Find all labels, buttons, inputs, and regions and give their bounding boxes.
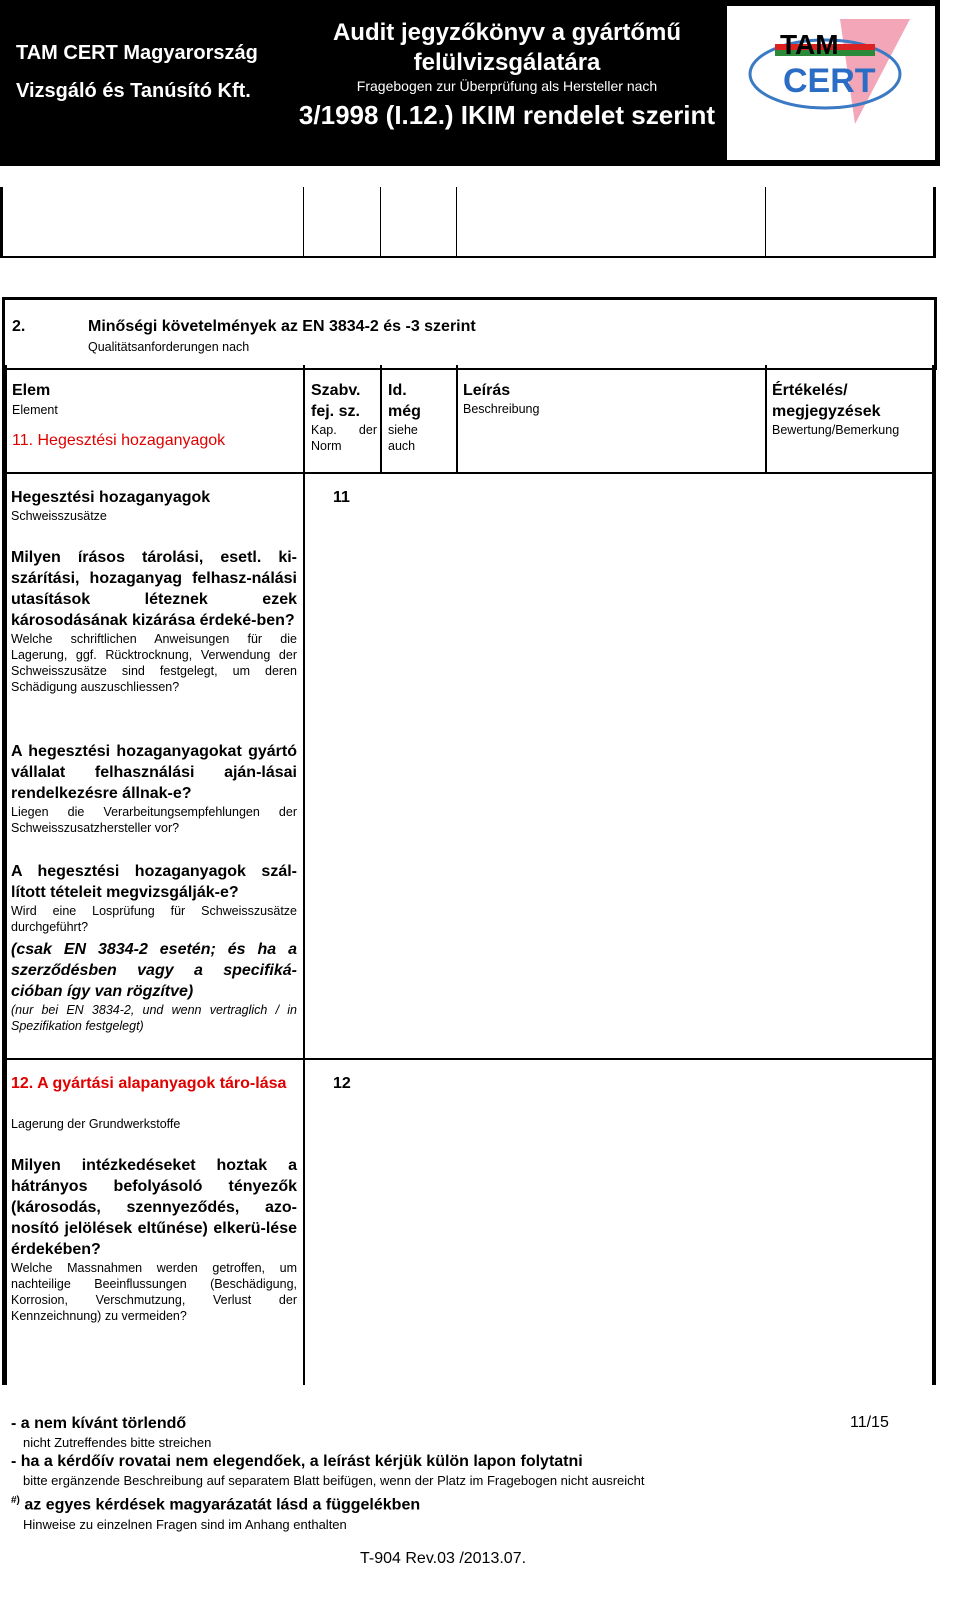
col-divider-leiras: [456, 365, 458, 473]
col-id-de-1: siehe: [388, 423, 418, 437]
col-divider-szabv: [303, 365, 305, 1385]
footer-note2-de: bitte ergänzende Beschreibung auf separatem Blatt beifügen, wenn der Platz im Fragebogen nicht ausreicht: [23, 1473, 645, 1488]
title-line1: Audit jegyzőkönyv a gyártőmű: [332, 19, 682, 46]
col-szabv-de-2: der: [358, 423, 377, 437]
footer-note3-row: [11, 1490, 911, 1516]
col-id-1: Id.: [388, 382, 407, 399]
logo-graphic: [745, 14, 920, 134]
footer-note1-de: nicht Zutreffendes bitte streichen: [23, 1435, 212, 1450]
question-3-note-hu: (csak EN 3834-2 esetén; és ha a szerződésben vagy a specifiká-cióban így van rögzítve): [11, 941, 297, 1000]
col-divider-id: [380, 365, 382, 473]
col-ertekeles-2: megjegyzések: [772, 403, 881, 420]
header-bottom-rule: [2, 472, 936, 474]
question-2: [11, 741, 297, 836]
company-line1: TAM CERT Magyarország: [16, 42, 258, 64]
question-4-hu: Milyen intézkedéseket hoztak a hátrányos befolyásoló tényezők (károsodás, szennyeződés, azo-nosító jelölések eltűnése) elkerü-lése érdekében?: [11, 1157, 297, 1258]
row12-number: 12: [333, 1075, 351, 1092]
question-2-hu: A hegesztési hozaganyagokat gyártó vállalat felhasználási aján-lásai rendelkezésre állnak-e?: [11, 743, 297, 802]
rule-top: [0, 187, 3, 257]
col-elem: Elem: [12, 382, 51, 399]
row11-title: Hegesztési hozaganyagok: [11, 489, 211, 506]
title-subtitle: Fragebogen zur Überprüfung als Hersteller nach: [356, 78, 658, 94]
section-title: Minőségi követelmények az EN 3834-2 és -3 szerint: [88, 318, 476, 335]
footer-note1: - a nem kívánt törlendő: [11, 1415, 187, 1432]
footer-note2: - ha a kérdőív rovatai nem elegendőek, a leírást kérjük külön lapon folytatni: [11, 1453, 583, 1470]
col-ertekeles: [772, 380, 899, 438]
divider: [303, 187, 304, 257]
col-elem-section: 11. Hegesztési hozaganyagok: [12, 432, 226, 449]
title-line2: felülvizsgálatára: [413, 49, 601, 76]
col-szabv-2: fej. sz.: [311, 403, 360, 420]
table-right-border: [932, 365, 936, 1385]
row11-title-de: Schweisszusätze: [11, 509, 107, 523]
row-divider: [2, 1058, 936, 1060]
question-2-de: Liegen die Verarbeitungsempfehlungen der Schweisszusatzhersteller vor?: [11, 805, 297, 835]
col-leiras: [463, 380, 539, 417]
page-number: 11/15: [850, 1414, 889, 1431]
col-ertekeles-de: Bewertung/Bemerkung: [772, 423, 900, 437]
section-number: 2.: [12, 318, 26, 335]
question-1: [11, 547, 297, 695]
row12-title: 12. A gyártási alapanyagok táro-lása: [11, 1075, 287, 1092]
divider: [456, 187, 457, 257]
divider: [933, 187, 936, 257]
col-id-de-2: auch: [388, 439, 416, 453]
col-divider-ertekeles: [765, 365, 767, 473]
col-elem-de: Element: [12, 403, 58, 417]
question-4: [11, 1155, 297, 1324]
col-id-2: még: [388, 403, 421, 420]
col-szabv: [311, 380, 377, 454]
footer-note3-de: Hinweise zu einzelnen Fragen sind im Anhang enthalten: [23, 1517, 347, 1533]
col-ertekeles-1: Értékelés/: [772, 382, 848, 399]
company-line2: Vizsgáló és Tanúsító Kft.: [16, 80, 251, 102]
row11-number: 11: [333, 489, 350, 506]
row12-title-de: Lagerung der Grundwerkstoffe: [11, 1117, 181, 1131]
company-name: [16, 34, 286, 110]
question-4-de: Welche Massnahmen werden getroffen, um nachteilige Beeinflussungen (Beschädigung, Korrosion, Verschmutzung, Verlust der Kennzeichnung) zu vermeiden?: [11, 1261, 297, 1323]
footer-notes: [11, 1414, 911, 1534]
question-3-hu: A hegesztési hozaganyagok szál-lított tételeit megvizsgálják-e?: [11, 863, 297, 901]
section-title-de: Qualitätsanforderungen nach: [88, 340, 250, 354]
document-id: T-904 Rev.03 /2013.07.: [360, 1550, 527, 1567]
table-left-border: [2, 365, 7, 1385]
question-1-de: Welche schriftlichen Anweisungen für die Lagerung, ggf. Rücktrocknung, Verwendung der Schweisszusätze sind festgelegt, um deren Schädigung auszuschliessen?: [11, 632, 297, 694]
regulation: 3/1998 (I.12.) IKIM rendelet szerint: [298, 100, 716, 130]
col-szabv-1: Szabv.: [311, 382, 361, 399]
logo-text-top: TAM: [780, 29, 839, 60]
col-id: [388, 380, 421, 454]
logo-text-bottom: CERT: [783, 62, 876, 100]
footer-note3: az egyes kérdések magyarázatát lásd a függelékben: [24, 1496, 421, 1514]
col-szabv-de-row: [311, 422, 377, 438]
col-szabv-de-3: Norm: [311, 439, 342, 453]
col-szabv-de-1: Kap.: [311, 423, 337, 437]
header-title-block: [292, 18, 722, 131]
question-3-de: Wird eine Losprüfung für Schweisszusätze durchgeführt?: [11, 904, 297, 934]
question-3: [11, 861, 297, 1034]
col-leiras-de: Beschreibung: [463, 402, 540, 416]
rule: [0, 256, 936, 258]
col-leiras-label: Leírás: [463, 382, 511, 399]
divider: [765, 187, 766, 257]
divider: [380, 187, 381, 257]
footer-note3-marker: #): [11, 1495, 20, 1506]
question-1-hu: Milyen írásos tárolási, esetl. ki-szárítási, hozaganyag felhasz-nálási utasítások léteznek ezek károsodásának kizárása érdeké-ben?: [11, 549, 297, 629]
question-3-note-de: (nur bei EN 3834-2, und wenn vertraglich / in Spezifikation festgelegt): [11, 1003, 297, 1033]
tam-cert-logo: [745, 14, 920, 134]
